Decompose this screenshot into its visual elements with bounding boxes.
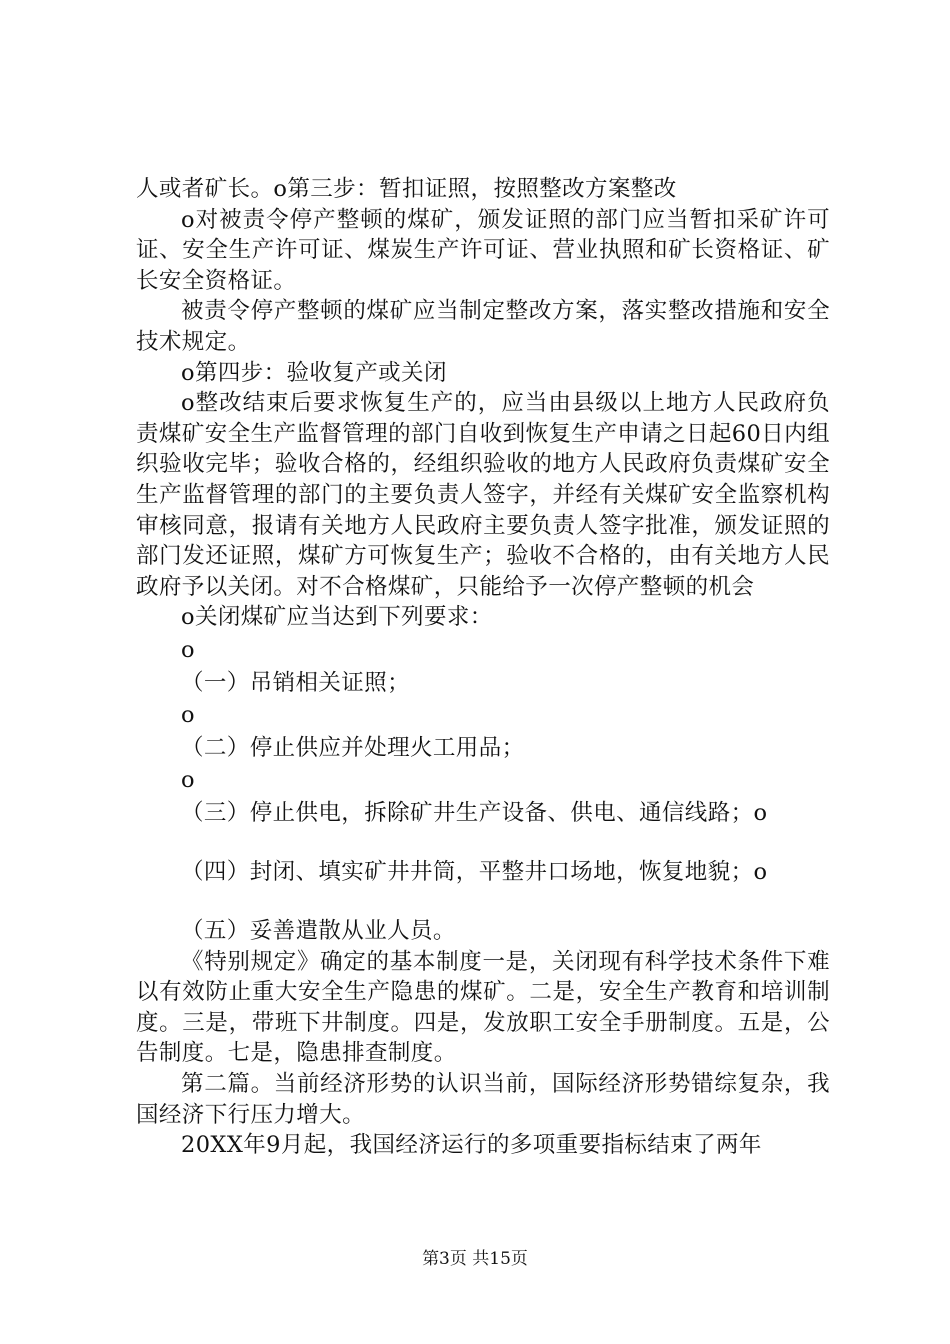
paragraph-15: 《特别规定》确定的基本制度一是，关闭现有科学技术条件下难以有效防止重大安全生产隐患的煤矿。二是，安全生产教育和培训制度。三是，带班下井制度。四是，发放职工安全手册制度。五是，公告制度。七是，隐患排查制度。 [136,948,830,1067]
paragraph-9: o [181,702,195,729]
paragraph-3: 被责令停产整顿的煤矿应当制定整改方案，落实整改措施和安全技术规定。 [136,298,830,355]
paragraph-2: o对被责令停产整顿的煤矿，颁发证照的部门应当暂扣采矿许可证、安全生产许可证、煤炭生产许可证、营业执照和矿长资格证、矿长安全资格证。 [136,206,830,294]
document-body [136,174,830,1161]
paragraph-4: o第四步：验收复产或关闭 [181,359,447,386]
paragraph-17: 20XX年9月起，我国经济运行的多项重要指标结束了两年 [181,1132,762,1159]
paragraph-10: （二）停止供应并处理火工用品； [181,734,525,761]
paragraph-6: o关闭煤矿应当达到下列要求： [181,604,493,631]
paragraph-8: （一）吊销相关证照； [181,669,411,696]
paragraph-16: 第二篇。当前经济形势的认识当前，国际经济形势错综复杂，我国经济下行压力增大。 [136,1071,830,1128]
paragraph-12: （三）停止供电，拆除矿井生产设备、供电、通信线路；o [181,799,768,826]
page-footer [0,1244,950,1269]
paragraph-7: o [181,636,195,663]
paragraph-5: o整改结束后要求恢复生产的，应当由县级以上地方人民政府负责煤矿安全生产监督管理的部门自收到恢复生产申请之日起60日内组织验收完毕；验收合格的，经组织验收的地方人民政府负责煤矿安全生产监督管理的部门的主要负责人签字，并经有关煤矿安全监察机构审核同意，报请有关地方人民政府主要负责人签字批准，颁发证照的部门发还证照，煤矿方可恢复生产；验收不合格的，由有关地方人民政府予以关闭。对不合格煤矿，只能给予一次停产整顿的机会 [136,390,830,600]
page-number-label: 第3页 共15页 [422,1249,528,1269]
paragraph-13: （四）封闭、填实矿井井筒，平整井口场地，恢复地貌；o [181,859,768,886]
paragraph-11: o [181,767,195,794]
paragraph-14: （五）妥善遣散从业人员。 [181,918,456,945]
paragraph-1: 人或者矿长。o第三步：暂扣证照，按照整改方案整改 [136,176,677,202]
